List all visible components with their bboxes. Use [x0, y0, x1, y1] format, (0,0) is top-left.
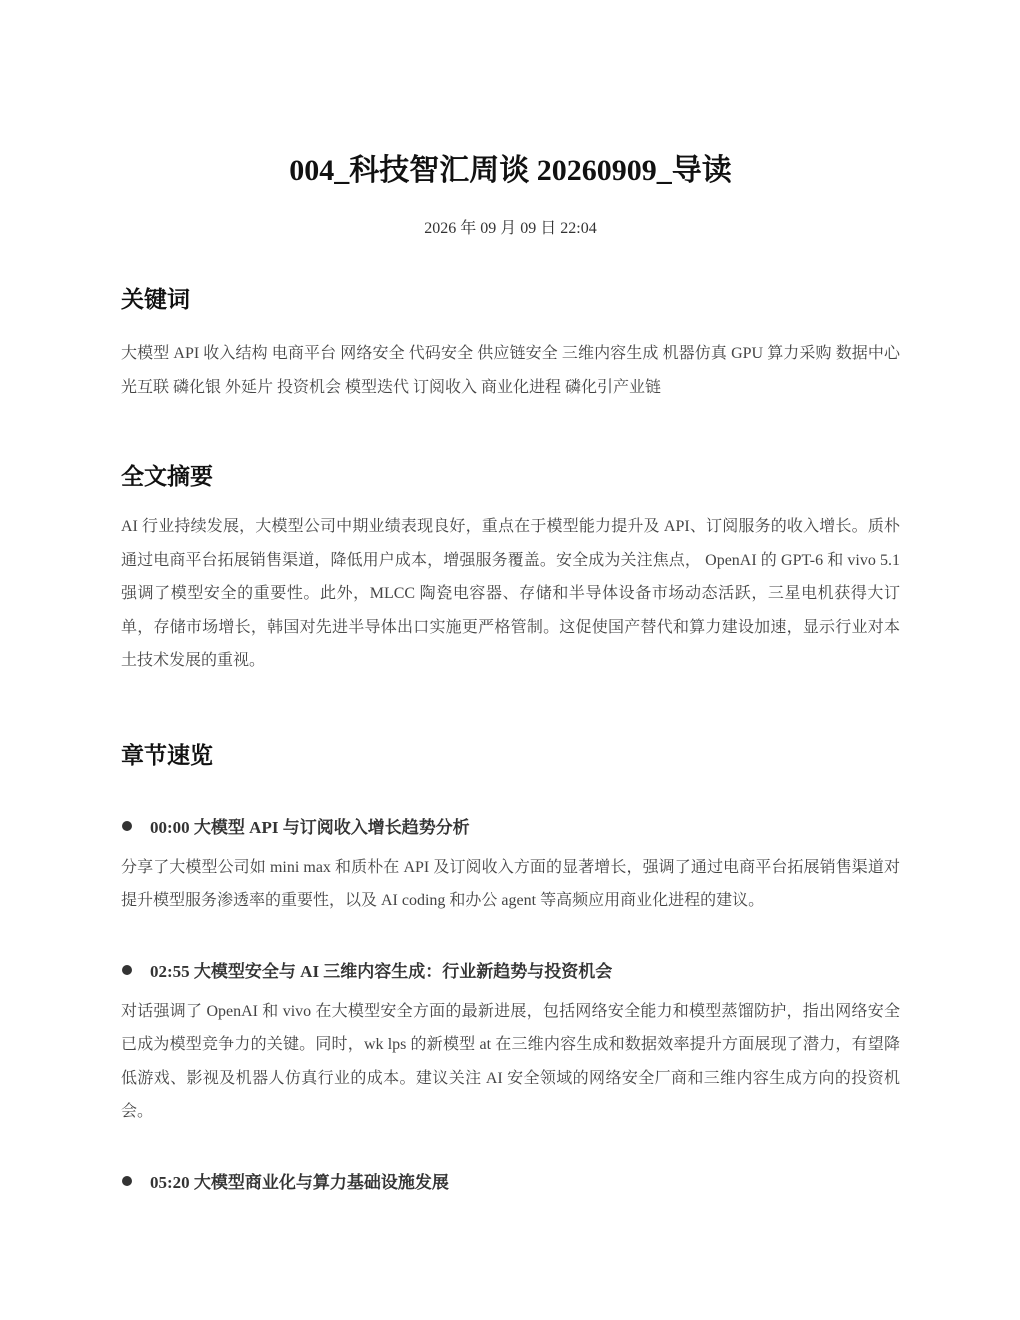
chapter-title: 02:55 大模型安全与 AI 三维内容生成：行业新趋势与投资机会	[150, 962, 613, 981]
chapter-header	[121, 954, 900, 986]
chapter-item	[121, 810, 900, 918]
chapters-heading: 章节速览	[121, 742, 213, 769]
keywords-section	[121, 284, 900, 404]
keywords-heading: 关键词	[121, 287, 190, 313]
bullet-icon	[122, 965, 132, 975]
summary-text: AI 行业持续发展，大模型公司中期业绩表现良好，重点在于模型能力提升及 API、订阅服务的收入增长。质朴通过电商平台拓展销售渠道，降低用户成本，增强服务覆盖。安全成为关注焦点， OpenAI 的 GPT-6 和 vivo 5.1 强调了模型安全的重要性。此外，MLCC 陶瓷电容器、存储和半导体设备市场动态活跃，三星电机获得大订单，存储市场增长，韩国对先进半导体出口实施更严格管制。这促使国产替代和算力建设加速，显示行业对本土技术发展的重视。	[121, 518, 900, 669]
summary-heading: 全文摘要	[121, 464, 213, 490]
chapters-section	[121, 740, 900, 1197]
bullet-icon	[122, 1176, 132, 1186]
document-date: 2026 年 09 月 09 日 22:04	[424, 220, 597, 237]
chapter-item	[121, 1165, 900, 1197]
chapter-title: 00:00 大模型 API 与订阅收入增长趋势分析	[150, 818, 470, 837]
chapter-header	[121, 810, 900, 842]
chapter-item	[121, 954, 900, 1129]
keywords-text: 大模型 API 收入结构 电商平台 网络安全 代码安全 供应链安全 三维内容生成 机器仿真 GPU 算力采购 数据中心 光互联 磷化银 外延片 投资机会 模型迭代 订阅收入 商业化进程 磷化引产业链	[121, 345, 900, 396]
chapter-description: 分享了大模型公司如 mini max 和质朴在 API 及订阅收入方面的显著增长，强调了通过电商平台拓展销售渠道对提升模型服务渗透率的重要性，以及 AI coding 和办公 agent 等高频应用商业化进程的建议。	[121, 858, 900, 909]
chapter-header	[121, 1165, 900, 1197]
chapter-title: 05:20 大模型商业化与算力基础设施发展	[150, 1173, 449, 1192]
chapter-description: 对话强调了 OpenAI 和 vivo 在大模型安全方面的最新进展，包括网络安全能力和模型蒸馏防护，指出网络安全已成为模型竞争力的关键。同时，wk lps 的新模型 at 在三维内容生成和数据效率提升方面展现了潜力，有望降低游戏、影视及机器人仿真行业的成本。建议关注 AI 安全领域的网络安全厂商和三维内容生成方向的投资机会。	[121, 1002, 900, 1120]
document-title: 004_科技智汇周谈 20260909_导读	[289, 154, 732, 187]
summary-section	[121, 461, 900, 678]
chapter-list	[121, 810, 900, 1197]
bullet-icon	[122, 821, 132, 831]
